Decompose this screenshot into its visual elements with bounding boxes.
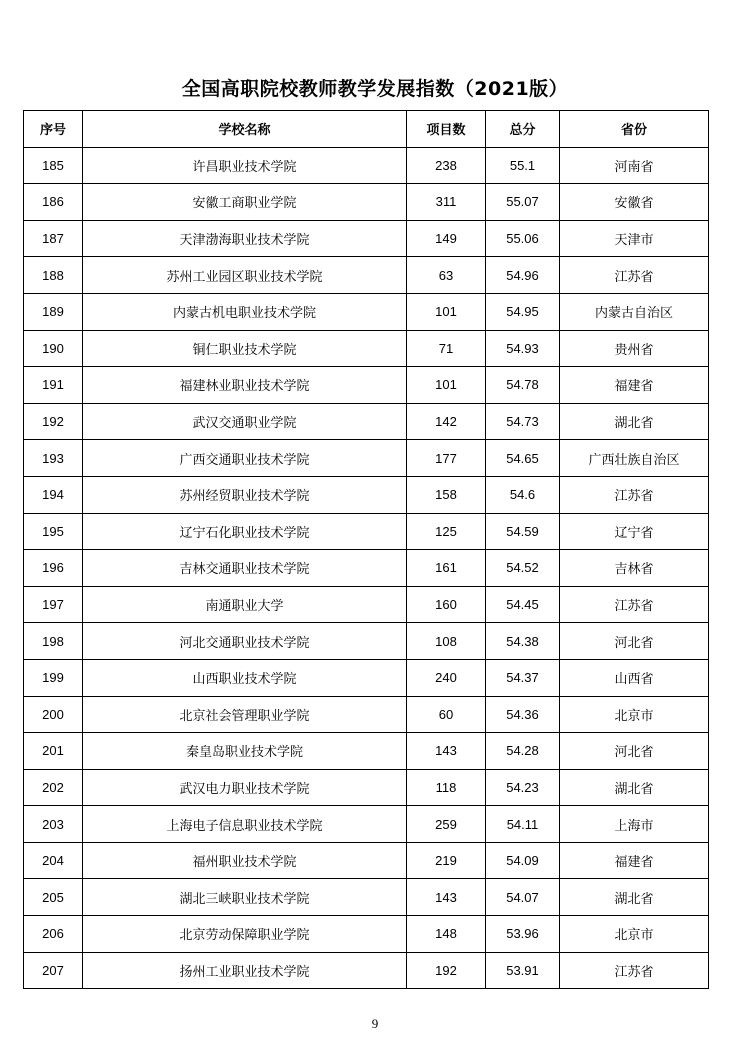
table-row <box>24 257 709 294</box>
cell-rank: 191 <box>24 367 83 404</box>
cell-province: 河北省 <box>560 733 709 770</box>
table-row <box>24 147 709 184</box>
cell-projects: 101 <box>407 293 486 330</box>
cell-projects: 125 <box>407 513 486 550</box>
cell-rank: 197 <box>24 586 83 623</box>
cell-score: 54.09 <box>486 842 560 879</box>
cell-score: 55.06 <box>486 220 560 257</box>
cell-province: 北京市 <box>560 696 709 733</box>
ranking-table <box>23 110 709 989</box>
table-row <box>24 403 709 440</box>
table-row <box>24 696 709 733</box>
cell-school: 湖北三峡职业技术学院 <box>83 879 407 916</box>
cell-score: 54.95 <box>486 293 560 330</box>
cell-school: 上海电子信息职业技术学院 <box>83 806 407 843</box>
table-row <box>24 806 709 843</box>
cell-score: 54.6 <box>486 476 560 513</box>
cell-rank: 195 <box>24 513 83 550</box>
table-row <box>24 586 709 623</box>
cell-score: 54.59 <box>486 513 560 550</box>
cell-province: 河南省 <box>560 147 709 184</box>
cell-rank: 202 <box>24 769 83 806</box>
cell-rank: 196 <box>24 550 83 587</box>
cell-projects: 142 <box>407 403 486 440</box>
cell-school: 广西交通职业技术学院 <box>83 440 407 477</box>
cell-score: 54.38 <box>486 623 560 660</box>
cell-rank: 205 <box>24 879 83 916</box>
cell-projects: 238 <box>407 147 486 184</box>
cell-province: 贵州省 <box>560 330 709 367</box>
cell-province: 福建省 <box>560 842 709 879</box>
cell-rank: 188 <box>24 257 83 294</box>
cell-rank: 185 <box>24 147 83 184</box>
cell-school: 许昌职业技术学院 <box>83 147 407 184</box>
cell-rank: 193 <box>24 440 83 477</box>
cell-projects: 148 <box>407 916 486 953</box>
cell-province: 吉林省 <box>560 550 709 587</box>
cell-province: 安徽省 <box>560 184 709 221</box>
cell-province: 江苏省 <box>560 476 709 513</box>
cell-rank: 200 <box>24 696 83 733</box>
cell-projects: 177 <box>407 440 486 477</box>
table-row <box>24 769 709 806</box>
cell-school: 北京社会管理职业学院 <box>83 696 407 733</box>
cell-school: 苏州经贸职业技术学院 <box>83 476 407 513</box>
cell-score: 54.28 <box>486 733 560 770</box>
cell-school: 武汉交通职业学院 <box>83 403 407 440</box>
cell-province: 广西壮族自治区 <box>560 440 709 477</box>
cell-score: 54.45 <box>486 586 560 623</box>
cell-projects: 108 <box>407 623 486 660</box>
cell-projects: 149 <box>407 220 486 257</box>
cell-province: 上海市 <box>560 806 709 843</box>
cell-province: 辽宁省 <box>560 513 709 550</box>
cell-school: 苏州工业园区职业技术学院 <box>83 257 407 294</box>
table-row <box>24 220 709 257</box>
table-row <box>24 440 709 477</box>
cell-province: 福建省 <box>560 367 709 404</box>
cell-school: 安徽工商职业学院 <box>83 184 407 221</box>
cell-rank: 187 <box>24 220 83 257</box>
table-row <box>24 733 709 770</box>
cell-projects: 63 <box>407 257 486 294</box>
page-title: 全国高职院校教师教学发展指数（2021版） <box>181 78 569 100</box>
cell-school: 内蒙古机电职业技术学院 <box>83 293 407 330</box>
cell-school: 福州职业技术学院 <box>83 842 407 879</box>
cell-rank: 201 <box>24 733 83 770</box>
header-school: 学校名称 <box>83 111 407 148</box>
cell-score: 53.91 <box>486 952 560 989</box>
cell-province: 江苏省 <box>560 952 709 989</box>
cell-rank: 207 <box>24 952 83 989</box>
cell-school: 吉林交通职业技术学院 <box>83 550 407 587</box>
header-projects: 项目数 <box>407 111 486 148</box>
cell-projects: 158 <box>407 476 486 513</box>
table-row <box>24 952 709 989</box>
cell-projects: 143 <box>407 733 486 770</box>
cell-province: 湖北省 <box>560 879 709 916</box>
cell-projects: 259 <box>407 806 486 843</box>
cell-school: 武汉电力职业技术学院 <box>83 769 407 806</box>
cell-rank: 198 <box>24 623 83 660</box>
cell-score: 55.07 <box>486 184 560 221</box>
table-row <box>24 367 709 404</box>
header-province: 省份 <box>560 111 709 148</box>
cell-projects: 118 <box>407 769 486 806</box>
cell-school: 南通职业大学 <box>83 586 407 623</box>
cell-projects: 101 <box>407 367 486 404</box>
cell-school: 河北交通职业技术学院 <box>83 623 407 660</box>
cell-rank: 199 <box>24 659 83 696</box>
cell-projects: 71 <box>407 330 486 367</box>
cell-province: 内蒙古自治区 <box>560 293 709 330</box>
cell-province: 江苏省 <box>560 257 709 294</box>
cell-projects: 160 <box>407 586 486 623</box>
cell-score: 54.78 <box>486 367 560 404</box>
header-score: 总分 <box>486 111 560 148</box>
cell-projects: 311 <box>407 184 486 221</box>
cell-province: 河北省 <box>560 623 709 660</box>
cell-province: 天津市 <box>560 220 709 257</box>
table-row <box>24 916 709 953</box>
cell-score: 54.36 <box>486 696 560 733</box>
cell-school: 山西职业技术学院 <box>83 659 407 696</box>
cell-school: 辽宁石化职业技术学院 <box>83 513 407 550</box>
cell-province: 江苏省 <box>560 586 709 623</box>
cell-rank: 203 <box>24 806 83 843</box>
table-row <box>24 842 709 879</box>
cell-province: 湖北省 <box>560 769 709 806</box>
table-header-row <box>24 111 709 148</box>
cell-rank: 192 <box>24 403 83 440</box>
table-row <box>24 184 709 221</box>
cell-rank: 186 <box>24 184 83 221</box>
cell-score: 54.52 <box>486 550 560 587</box>
page-number: 9 <box>371 1016 379 1031</box>
table-body <box>24 147 709 989</box>
cell-projects: 192 <box>407 952 486 989</box>
cell-projects: 219 <box>407 842 486 879</box>
cell-score: 53.96 <box>486 916 560 953</box>
cell-school: 铜仁职业技术学院 <box>83 330 407 367</box>
cell-score: 54.96 <box>486 257 560 294</box>
cell-score: 54.07 <box>486 879 560 916</box>
cell-school: 秦皇岛职业技术学院 <box>83 733 407 770</box>
table-row <box>24 879 709 916</box>
table-row <box>24 476 709 513</box>
cell-school: 福建林业职业技术学院 <box>83 367 407 404</box>
cell-rank: 189 <box>24 293 83 330</box>
header-rank: 序号 <box>24 111 83 148</box>
cell-rank: 190 <box>24 330 83 367</box>
table-row <box>24 659 709 696</box>
cell-score: 54.37 <box>486 659 560 696</box>
cell-school: 北京劳动保障职业学院 <box>83 916 407 953</box>
table-row <box>24 293 709 330</box>
cell-projects: 60 <box>407 696 486 733</box>
cell-score: 54.11 <box>486 806 560 843</box>
cell-rank: 194 <box>24 476 83 513</box>
table-row <box>24 513 709 550</box>
cell-rank: 206 <box>24 916 83 953</box>
cell-province: 北京市 <box>560 916 709 953</box>
table-row <box>24 550 709 587</box>
table-row <box>24 623 709 660</box>
cell-projects: 240 <box>407 659 486 696</box>
cell-projects: 143 <box>407 879 486 916</box>
cell-projects: 161 <box>407 550 486 587</box>
table-row <box>24 330 709 367</box>
cell-score: 54.73 <box>486 403 560 440</box>
cell-school: 扬州工业职业技术学院 <box>83 952 407 989</box>
cell-rank: 204 <box>24 842 83 879</box>
cell-score: 55.1 <box>486 147 560 184</box>
cell-province: 山西省 <box>560 659 709 696</box>
cell-score: 54.65 <box>486 440 560 477</box>
cell-province: 湖北省 <box>560 403 709 440</box>
cell-score: 54.93 <box>486 330 560 367</box>
cell-score: 54.23 <box>486 769 560 806</box>
cell-school: 天津渤海职业技术学院 <box>83 220 407 257</box>
